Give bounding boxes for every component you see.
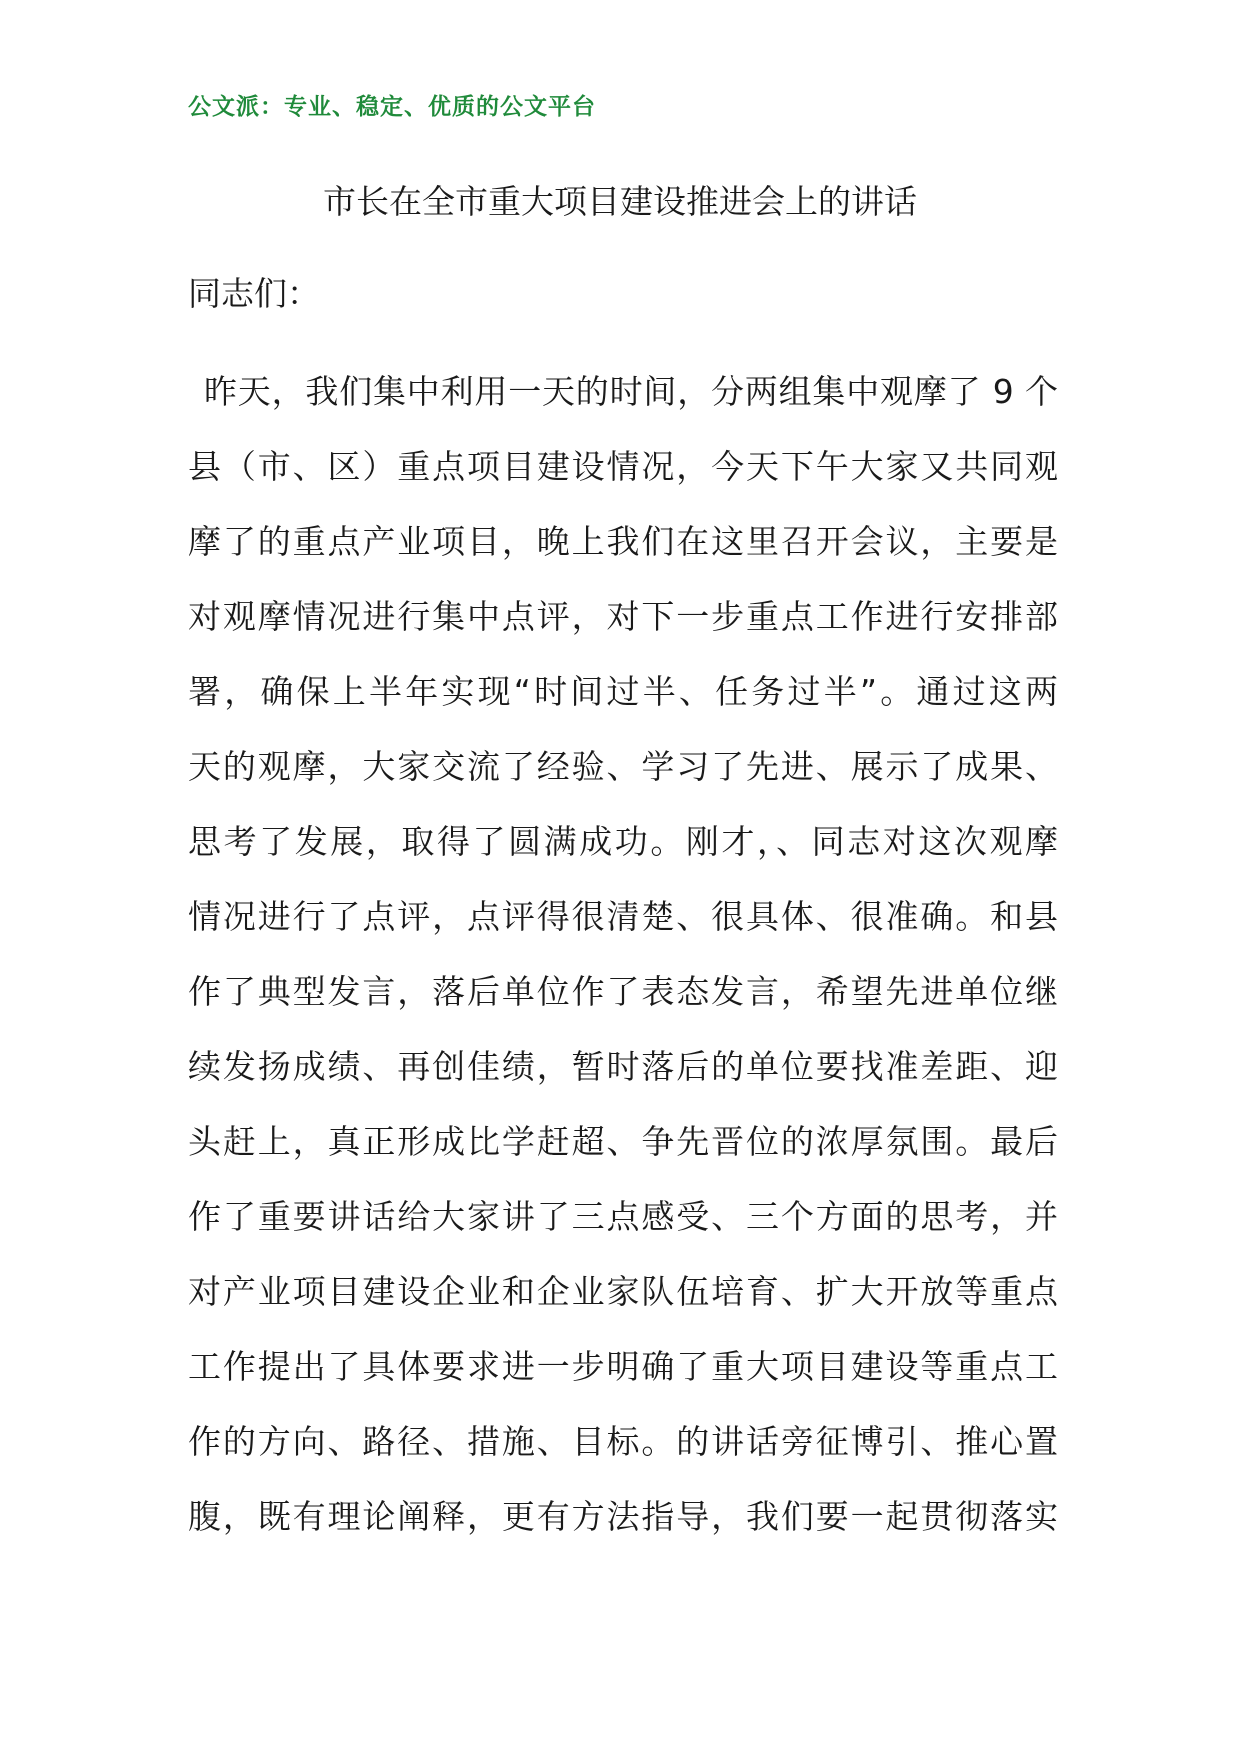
body-line: 思考了发展，取得了圆满成功。刚才，、同志对这次观摩 [188, 822, 1058, 861]
body-line: 作的方向、路径、措施、目标。的讲话旁征博引、推心置 [188, 1422, 1058, 1461]
body-line: 头赶上，真正形成比学赶超、争先晋位的浓厚氛围。最后 [188, 1122, 1058, 1161]
body-line: 工作提出了具体要求进一步明确了重大项目建设等重点工 [188, 1347, 1058, 1386]
body-line: 作了重要讲话给大家讲了三点感受、三个方面的思考，并 [188, 1197, 1058, 1236]
body-line: 摩了的重点产业项目，晚上我们在这里召开会议，主要是 [188, 522, 1058, 561]
body-line: 作了典型发言，落后单位作了表态发言，希望先进单位继 [188, 972, 1058, 1011]
body-line: 腹，既有理论阐释，更有方法指导，我们要一起贯彻落实 [188, 1497, 1058, 1536]
body-line: 对观摩情况进行集中点评，对下一步重点工作进行安排部 [188, 597, 1058, 636]
body-line: 县（市、区）重点项目建设情况，今天下午大家又共同观 [188, 447, 1058, 486]
header-brand: 公文派：专业、稳定、优质的公文平台 [188, 94, 596, 120]
body-line: 天的观摩，大家交流了经验、学习了先进、展示了成果、 [188, 747, 1058, 786]
body-paragraph [188, 354, 1058, 1554]
salutation: 同志们： [188, 274, 320, 313]
body-line: 情况进行了点评，点评得很清楚、很具体、很准确。和县 [188, 897, 1058, 936]
body-line: 署，确保上半年实现“时间过半、任务过半”。通过这两 [188, 672, 1058, 711]
body-line: 对产业项目建设企业和企业家队伍培育、扩大开放等重点 [188, 1272, 1058, 1311]
document-title: 市长在全市重大项目建设推进会上的讲话 [323, 182, 917, 221]
body-line: 续发扬成绩、再创佳绩，暂时落后的单位要找准差距、迎 [188, 1047, 1058, 1086]
body-line: 昨天，我们集中利用一天的时间，分两组集中观摩了 9 个 [204, 372, 1058, 411]
